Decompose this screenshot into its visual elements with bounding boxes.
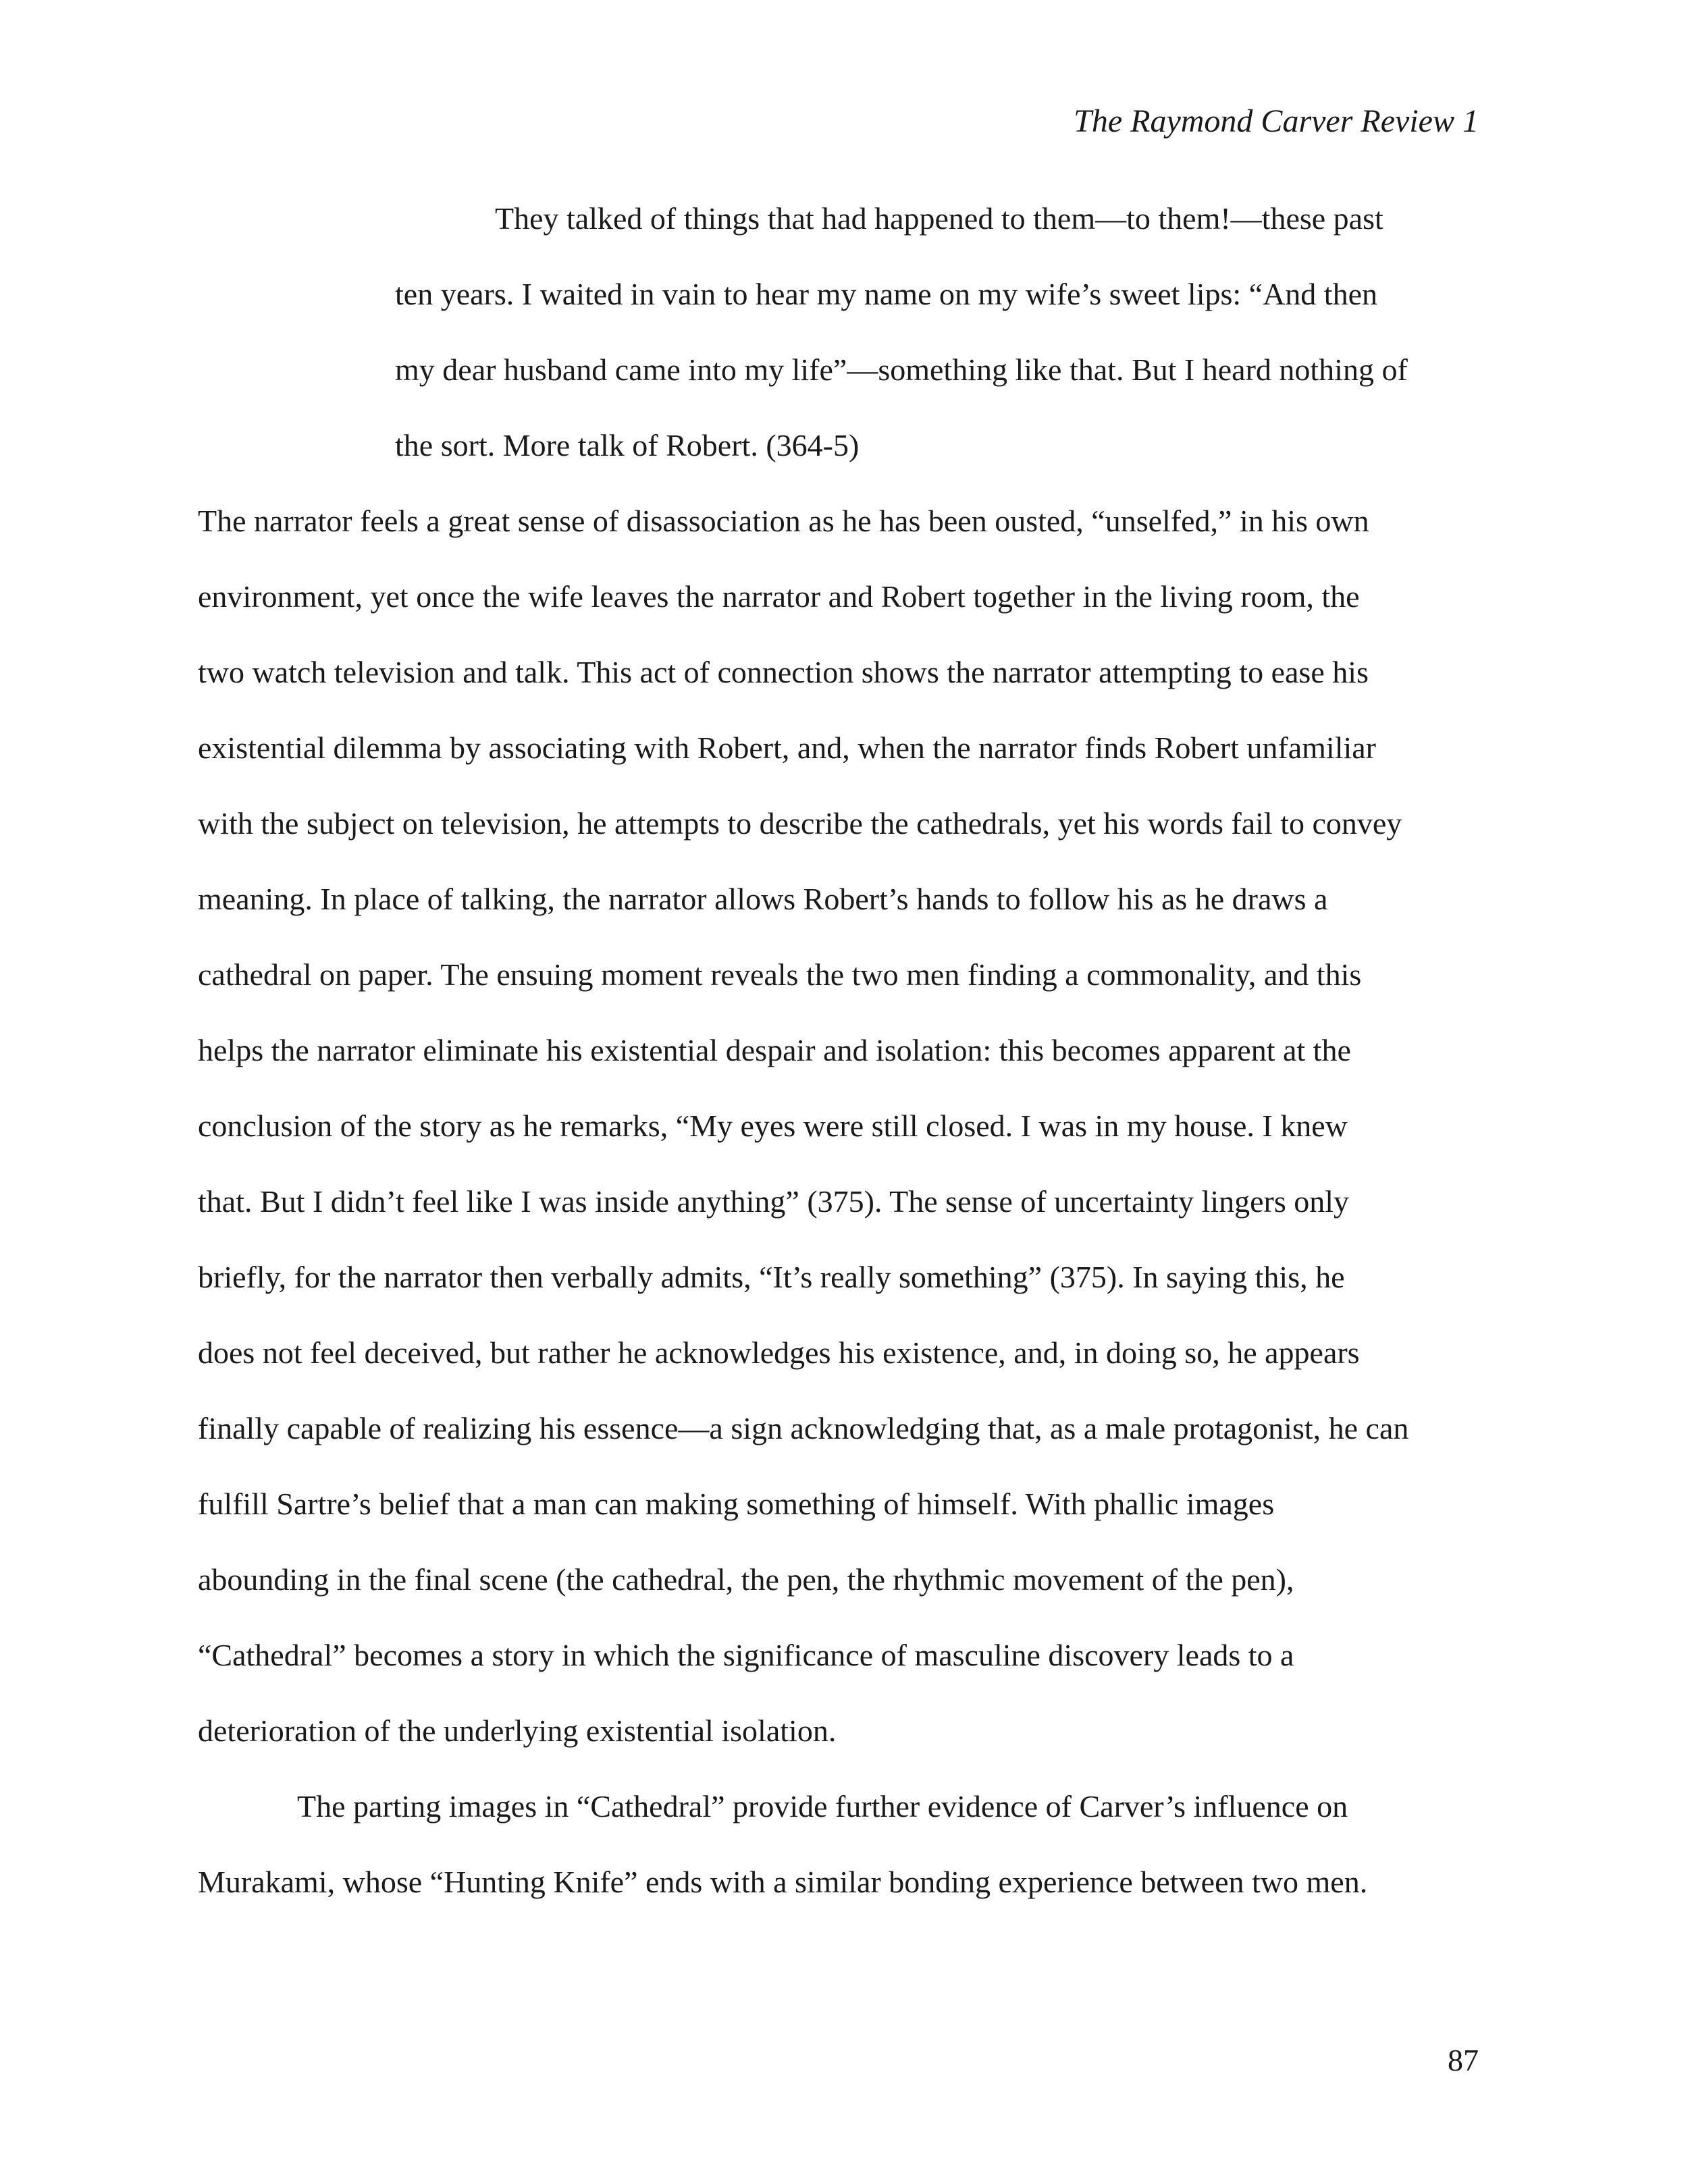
paragraph-line: “Cathedral” becomes a story in which the significance of masculine discovery leads to a (198, 1638, 1294, 1672)
paragraph-line: does not feel deceived, but rather he acknowledges his existence, and, in doing so, he appears (198, 1335, 1360, 1370)
paragraph-line: briefly, for the narrator then verbally admits, “It’s really something” (375). In saying this, he (198, 1260, 1345, 1294)
block-quote-line: my dear husband came into my life”—something like that. But I heard nothing of (395, 352, 1408, 387)
paragraph-line: environment, yet once the wife leaves the narrator and Robert together in the living room, the (198, 579, 1360, 614)
block-quote-line: the sort. More talk of Robert. (364-5) (395, 428, 860, 462)
paragraph-line: cathedral on paper. The ensuing moment reveals the two men finding a commonality, and this (198, 957, 1362, 992)
block-quote-line: ten years. I waited in vain to hear my name on my wife’s sweet lips: “And then (395, 277, 1377, 311)
block-quote-line: They talked of things that had happened to them—to them!—these past (495, 201, 1383, 236)
paragraph-line: with the subject on television, he attempts to describe the cathedrals, yet his words fail to convey (198, 806, 1402, 841)
paragraph-line: deterioration of the underlying existential isolation. (198, 1713, 837, 1748)
paragraph-line: finally capable of realizing his essence—a sign acknowledging that, as a male protagonist, he can (198, 1411, 1409, 1445)
paragraph-line: abounding in the final scene (the cathedral, the pen, the rhythmic movement of the pen), (198, 1562, 1294, 1597)
paragraph-line: conclusion of the story as he remarks, “My eyes were still closed. I was in my house. I knew (198, 1109, 1348, 1143)
paragraph-line: meaning. In place of talking, the narrator allows Robert’s hands to follow his as he draws a (198, 882, 1328, 916)
paragraph-line: that. But I didn’t feel like I was inside anything” (375). The sense of uncertainty lingers only (198, 1184, 1350, 1219)
paragraph-line: Murakami, whose “Hunting Knife” ends with a similar bonding experience between two men. (198, 1865, 1368, 1899)
paragraph-line: helps the narrator eliminate his existential despair and isolation: this becomes apparent at the (198, 1033, 1351, 1067)
running-head: The Raymond Carver Review 1 (1074, 103, 1479, 139)
paragraph-line: two watch television and talk. This act of connection shows the narrator attempting to ease his (198, 655, 1369, 689)
paragraph-line: The narrator feels a great sense of disassociation as he has been ousted, “unselfed,” in his own (198, 504, 1369, 538)
paragraph-line: fulfill Sartre’s belief that a man can making something of himself. With phallic images (198, 1487, 1275, 1521)
paragraph-line: The parting images in “Cathedral” provide further evidence of Carver’s influence on (297, 1789, 1348, 1823)
paragraph-line: existential dilemma by associating with Robert, and, when the narrator finds Robert unfamiliar (198, 730, 1376, 765)
page-number: 87 (1448, 2043, 1479, 2077)
